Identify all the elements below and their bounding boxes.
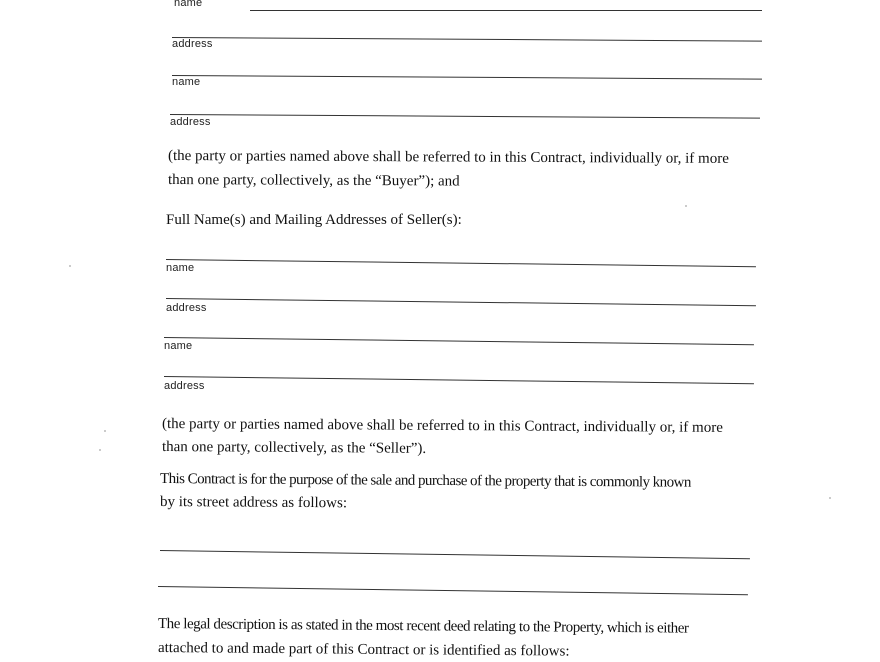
seller-address-2-line[interactable] [164,376,754,384]
buyer-name-1-label: name [174,0,203,9]
legal-description-line-1: The legal description is as stated in the most recent deed relating to the Property, which is either [157,616,689,637]
buyer-address-1-label: address [172,38,213,50]
buyer-definition-line-1: (the party or parties named above shall be referred to in this Contract, individually or, if more [167,148,729,167]
seller-name-2-line[interactable] [164,337,754,345]
scan-speck [829,497,831,499]
seller-address-1-label: address [166,302,207,314]
legal-description-line-2: attached to and made part of this Contract or is identified as follows: [157,640,570,660]
buyer-name-2-line[interactable] [172,75,762,80]
seller-name-2-label: name [164,340,193,352]
scan-speck [69,265,71,267]
buyer-definition-line-2: than one party, collectively, as the “Buyer”); and [167,172,460,190]
scan-speck [99,449,101,451]
street-address-line-1[interactable] [160,550,750,559]
seller-address-2-label: address [164,380,205,392]
seller-address-1-line[interactable] [166,298,756,306]
seller-definition-line-1: (the party or parties named above shall be referred to in this Contract, individually or, if more [161,416,723,436]
seller-heading: Full Name(s) and Mailing Addresses of Seller(s): [166,212,462,228]
seller-name-1-line[interactable] [166,259,756,267]
scan-speck [104,430,106,432]
scan-speck [685,205,687,207]
street-address-line-2[interactable] [158,586,748,595]
buyer-address-2-line[interactable] [170,114,760,119]
seller-name-1-label: name [166,262,195,274]
purpose-line-1: This Contract is for the purpose of the sale and purchase of the property that is commonly known [159,471,691,491]
purpose-line-2: by its street address as follows: [159,494,348,512]
buyer-address-2-label: address [170,116,211,128]
buyer-name-1-line[interactable] [250,10,762,11]
seller-definition-line-2: than one party, collectively, as the “Seller”). [161,439,427,457]
buyer-name-2-label: name [172,76,201,88]
buyer-address-1-line[interactable] [172,37,762,42]
